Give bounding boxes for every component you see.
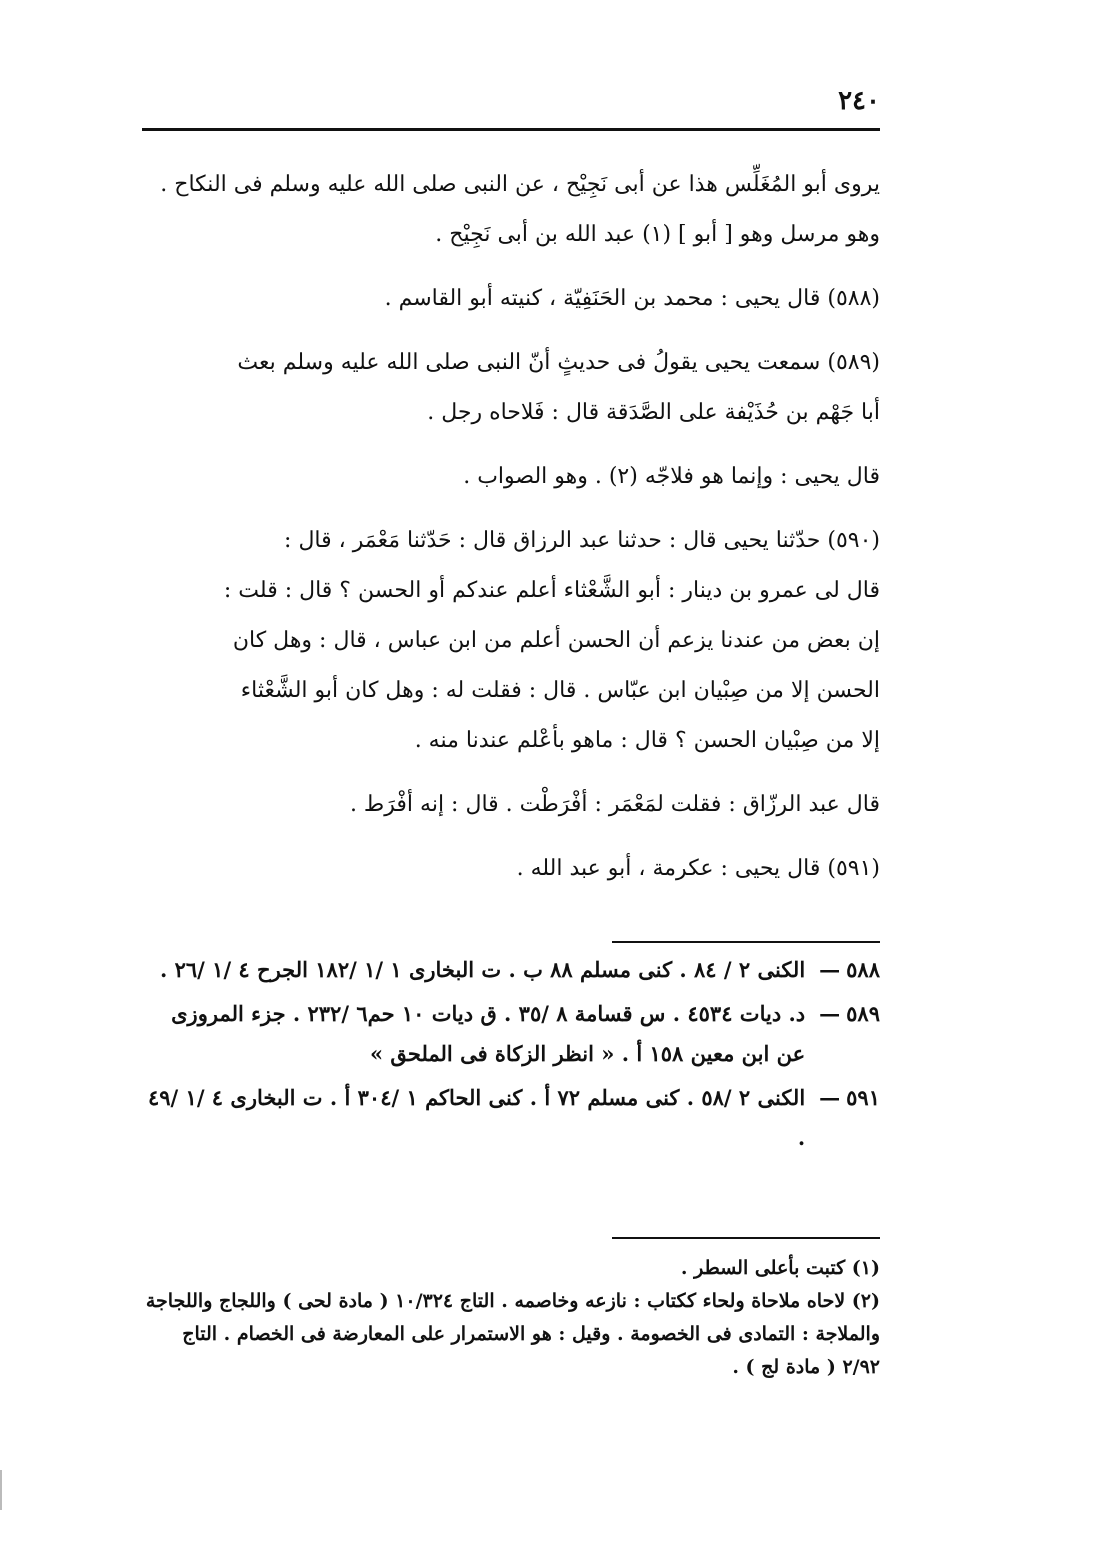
- source-text: الكنى ٢ / ٨٤ . كنى مسلم ٨٨ ب . ت البخارى ١ /١ /١٨٢ الجرح ٤ /١ /٢٦ .: [159, 957, 806, 982]
- body-line: قال يحيى : وإنما هو فلاجّه (٢) . وهو الصواب .: [463, 464, 880, 489]
- source-number: ٥٩١—: [819, 1085, 880, 1110]
- scan-edge-mark: [0, 1470, 2, 1510]
- body-line: إن بعض من عندنا يزعم أن الحسن أعلم من ابن عباس ، قال : وهل كان: [232, 628, 880, 653]
- footnotes-divider: [612, 1237, 880, 1239]
- source-entry: [140, 994, 880, 1074]
- source-entry: [140, 950, 880, 990]
- source-entry: [140, 1078, 880, 1158]
- body-line: إلا من صِبْيان الحسن ؟ قال : ماهو بأعْلم عندنا منه .: [414, 728, 880, 753]
- entry-589: (٥٨٩) سمعت يحيى يقولُ فى حديثٍ أنّ النبى صلى الله عليه وسلم بعث: [237, 350, 880, 375]
- header-rule: [142, 128, 880, 131]
- body-line: قال عبد الرزّاق : فقلت لمَعْمَر : أفْرَطْت . قال : إنه أفْرَط .: [349, 792, 880, 817]
- body-line: قال لى عمرو بن دينار : أبو الشَّعْثاء أعلم عندكم أو الحسن ؟ قال : قلت :: [223, 578, 880, 603]
- body-line: يروى أبو المُغَلِّس هذا عن أبى نَجِيْح ، عن النبى صلى الله عليه وسلم فى النكاح .: [160, 172, 880, 197]
- entry-588: (٥٨٨) قال يحيى : محمد بن الحَنَفِيّة ، كنيته أبو القاسم .: [384, 286, 880, 311]
- page-number: ٢٤٠: [838, 86, 880, 116]
- footnote-1: (١) كتبت بأعلى السطر .: [680, 1257, 880, 1279]
- source-text: د. ديات ٤٥٣٤ . س قسامة ٨ /٣٥ . ق ديات ١٠ حم٦ /٢٣٢ . جزء المروزى عن ابن معين ١٥٨ أ . « انظر الزكاة فى الملحق »: [171, 1001, 806, 1066]
- entry-591: (٥٩١) قال يحيى : عكرمة ، أبو عبد الله .: [516, 856, 880, 881]
- body-line: الحسن إلا من صِبْيان ابن عبّاس . قال : فقلت له : وهل كان أبو الشَّعْثاء: [240, 678, 880, 703]
- body-line: وهو مرسل وهو [ أبو ] (١) عبد الله بن أبى نَجِيْح .: [435, 222, 880, 247]
- source-references: [140, 950, 880, 1162]
- entry-590: (٥٩٠) حدّثنا يحيى قال : حدثنا عبد الرزاق قال : حَدّثنا مَعْمَر ، قال :: [284, 528, 880, 553]
- body-text: [140, 160, 880, 894]
- source-text: الكنى ٢ /٥٨ . كنى مسلم ٧٢ أ . كنى الحاكم ١ /٣٠٤ أ . ت البخارى ٤ /١ /٤٩ .: [147, 1085, 806, 1150]
- source-number: ٥٨٨—: [819, 957, 880, 982]
- body-line: أبا جَهْم بن حُذَيْفة على الصَّدَقة قال : فَلاحاه رجل .: [427, 400, 880, 425]
- footnotes: [140, 1252, 880, 1384]
- footnote-2: (٢) لاحاه ملاحاة ولحاء ككتاب : نازعه وخاصمه . التاج ١٠/٣٢٤ ( مادة لحى ) واللجاج واللجاجة والملاجة : التمادى فى الخصومة . وقيل : هو الاستمرار على المعارضة فى الخصام . التاج ٢/٩٢ ( مادة لج ) .: [145, 1290, 880, 1378]
- source-number: ٥٨٩—: [819, 1001, 880, 1026]
- sources-divider: [612, 941, 880, 943]
